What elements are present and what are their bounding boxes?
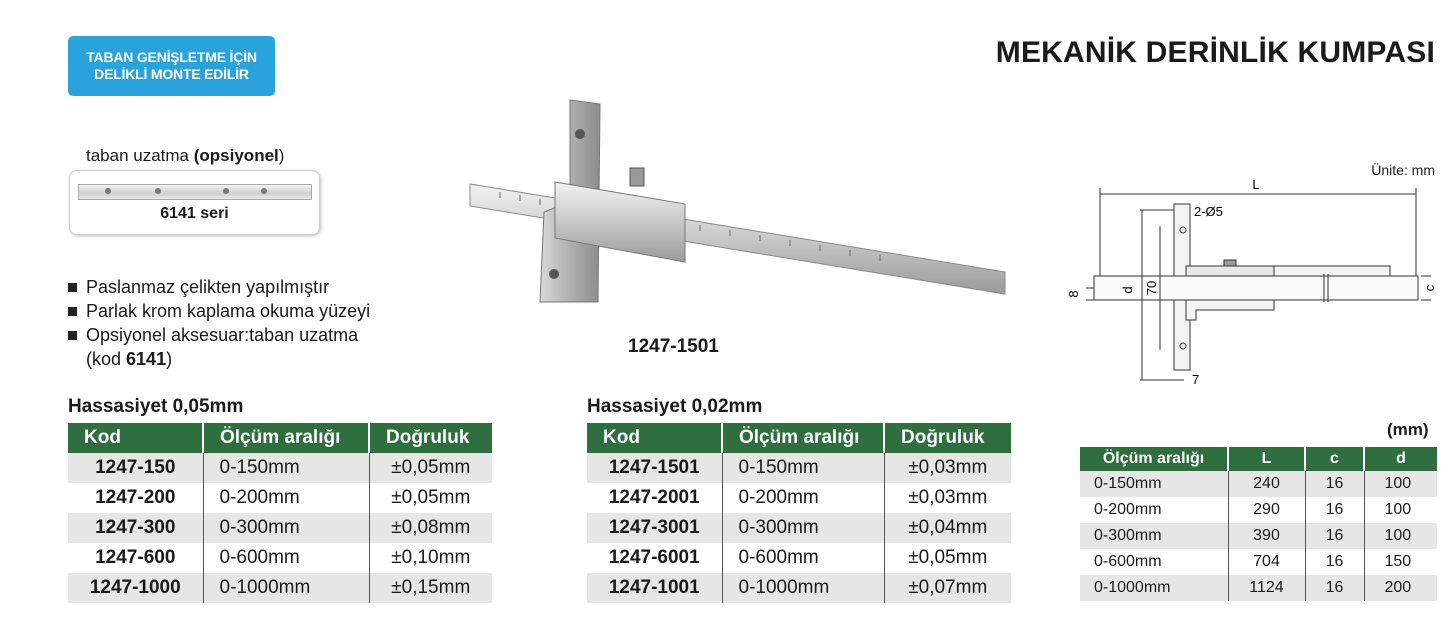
cell-c: 16: [1305, 523, 1364, 549]
holes-label: 2-Ø5: [1194, 204, 1223, 219]
col-header-range: Ölçüm aralığı: [722, 423, 884, 453]
cell-accuracy: ±0,04mm: [884, 513, 1011, 543]
cell-d: 100: [1364, 471, 1437, 497]
cell-c: 16: [1305, 497, 1364, 523]
table-row: [68, 483, 492, 513]
dim-L-label: L: [1252, 177, 1260, 192]
cell-d: 100: [1364, 523, 1437, 549]
extension-caption-suffix: ): [278, 146, 285, 165]
feature-text: Parlak krom kaplama okuma yüzeyi: [86, 301, 371, 321]
table-header-row: [587, 423, 1011, 453]
table-row: [587, 453, 1011, 483]
dimensions-table: [1080, 447, 1437, 601]
cell-range: 0-600mm: [1080, 549, 1228, 575]
unit-note: Ünite: mm: [1371, 162, 1435, 178]
col-header-code: Kod: [68, 423, 203, 453]
page-title: MEKANİK DERİNLİK KUMPASI: [995, 36, 1435, 69]
cell-range: 0-600mm: [722, 543, 884, 573]
mounting-hole: [549, 269, 559, 279]
cell-code: 1247-2001: [587, 483, 722, 513]
technical-drawing: [1066, 170, 1441, 390]
product-caption: 1247-1501: [628, 336, 719, 357]
feature-code-suffix: ): [166, 349, 173, 369]
bar-hole: [261, 188, 267, 194]
cell-code: 1247-200: [68, 483, 203, 513]
table-row: [587, 543, 1011, 573]
lock-screw: [630, 168, 644, 186]
cell-L: 240: [1228, 471, 1305, 497]
table-row: [68, 453, 492, 483]
dim-8-label: 8: [1066, 290, 1081, 298]
dims-unit-label: (mm): [1387, 420, 1429, 439]
table-row: [1080, 497, 1437, 523]
cell-L: 290: [1228, 497, 1305, 523]
table-row: [68, 573, 492, 603]
cell-L: 1124: [1228, 575, 1305, 601]
cell-code: 1247-1001: [587, 573, 722, 603]
table-row: [68, 543, 492, 573]
cell-accuracy: ±0,03mm: [884, 483, 1011, 513]
cell-code: 1247-150: [68, 453, 203, 483]
cell-code: 1247-3001: [587, 513, 722, 543]
table-row: [1080, 575, 1437, 601]
cell-code: 1247-300: [68, 513, 203, 543]
mounting-note-badge: [68, 36, 275, 96]
cell-code: 1247-600: [68, 543, 203, 573]
table-row: [1080, 549, 1437, 575]
cell-range: 0-150mm: [722, 453, 884, 483]
cell-range: 0-1000mm: [1080, 575, 1228, 601]
col-header-accuracy: Doğruluk: [369, 423, 492, 453]
cell-L: 390: [1228, 523, 1305, 549]
cell-range: 0-1000mm: [722, 573, 884, 603]
cell-accuracy: ±0,05mm: [369, 483, 492, 513]
cell-c: 16: [1305, 575, 1364, 601]
col-header-range: Ölçüm aralığı: [1080, 447, 1228, 471]
cell-accuracy: ±0,03mm: [884, 453, 1011, 483]
depth-gauge-image: [460, 92, 1020, 322]
badge-line-2: DELİKLİ MONTE EDİLİR: [94, 66, 249, 82]
cell-range: 0-150mm: [1080, 471, 1228, 497]
cell-c: 16: [1305, 471, 1364, 497]
col-header-c: c: [1305, 447, 1364, 471]
precision-005-table: [68, 423, 492, 603]
badge-line-1: TABAN GENİŞLETME İÇİN: [86, 49, 257, 65]
extension-series-label: 6141 seri: [160, 205, 229, 222]
cell-code: 1247-6001: [587, 543, 722, 573]
bar-hole: [105, 188, 111, 194]
cell-code: 1247-1501: [587, 453, 722, 483]
bar-hole: [223, 188, 229, 194]
cell-range: 0-300mm: [722, 513, 884, 543]
bar-hole: [155, 188, 161, 194]
cell-range: 0-150mm: [203, 453, 369, 483]
feature-code-prefix: (kod: [86, 349, 127, 369]
feature-list: [68, 275, 370, 371]
cell-range: 0-1000mm: [203, 573, 369, 603]
feature-item: [68, 323, 370, 371]
col-header-L: L: [1228, 447, 1305, 471]
col-header-accuracy: Doğruluk: [884, 423, 1011, 453]
table-row: [1080, 523, 1437, 549]
table-row: [587, 513, 1011, 543]
feature-text: Paslanmaz çelikten yapılmıştır: [86, 277, 330, 297]
dim-7-label: 7: [1192, 372, 1200, 387]
col-header-code: Kod: [587, 423, 722, 453]
cell-range: 0-600mm: [203, 543, 369, 573]
cell-accuracy: ±0,05mm: [369, 453, 492, 483]
table2-heading: Hassasiyet 0,02mm: [587, 396, 763, 417]
cell-d: 150: [1364, 549, 1437, 575]
cell-range: 0-300mm: [203, 513, 369, 543]
cell-accuracy: ±0,10mm: [369, 543, 492, 573]
dim-70-label: 70: [1144, 280, 1159, 296]
table-header-row: [1080, 447, 1437, 471]
cell-accuracy: ±0,07mm: [884, 573, 1011, 603]
table-header-row: [68, 423, 492, 453]
dim-d-label: d: [1120, 286, 1135, 294]
feature-item: [68, 299, 370, 323]
dim-c-label: c: [1422, 284, 1437, 292]
extension-image-box: [69, 170, 320, 235]
table-row: [587, 573, 1011, 603]
mounting-hole: [575, 129, 585, 139]
extension-caption: [86, 146, 284, 166]
cell-range: 0-300mm: [1080, 523, 1228, 549]
feature-text: Opsiyonel aksesuar:taban uzatma: [86, 325, 359, 345]
table-row: [587, 483, 1011, 513]
cell-d: 100: [1364, 497, 1437, 523]
cell-code: 1247-1000: [68, 573, 203, 603]
col-header-d: d: [1364, 447, 1437, 471]
precision-002-table: [587, 423, 1011, 603]
cell-range: 0-200mm: [203, 483, 369, 513]
table-row: [68, 513, 492, 543]
feature-item: [68, 275, 370, 299]
cell-d: 200: [1364, 575, 1437, 601]
feature-code: 6141: [126, 349, 167, 369]
cell-L: 704: [1228, 549, 1305, 575]
base-extension-bar: [78, 184, 312, 200]
table1-heading: Hassasiyet 0,05mm: [68, 396, 244, 417]
cell-accuracy: ±0,05mm: [884, 543, 1011, 573]
cell-accuracy: ±0,15mm: [369, 573, 492, 603]
extension-caption-prefix: taban uzatma: [86, 146, 194, 165]
extension-caption-bold: (opsiyonel: [193, 146, 279, 165]
cell-c: 16: [1305, 549, 1364, 575]
cell-range: 0-200mm: [722, 483, 884, 513]
col-header-range: Ölçüm aralığı: [203, 423, 369, 453]
cell-accuracy: ±0,08mm: [369, 513, 492, 543]
cell-range: 0-200mm: [1080, 497, 1228, 523]
table-row: [1080, 471, 1437, 497]
